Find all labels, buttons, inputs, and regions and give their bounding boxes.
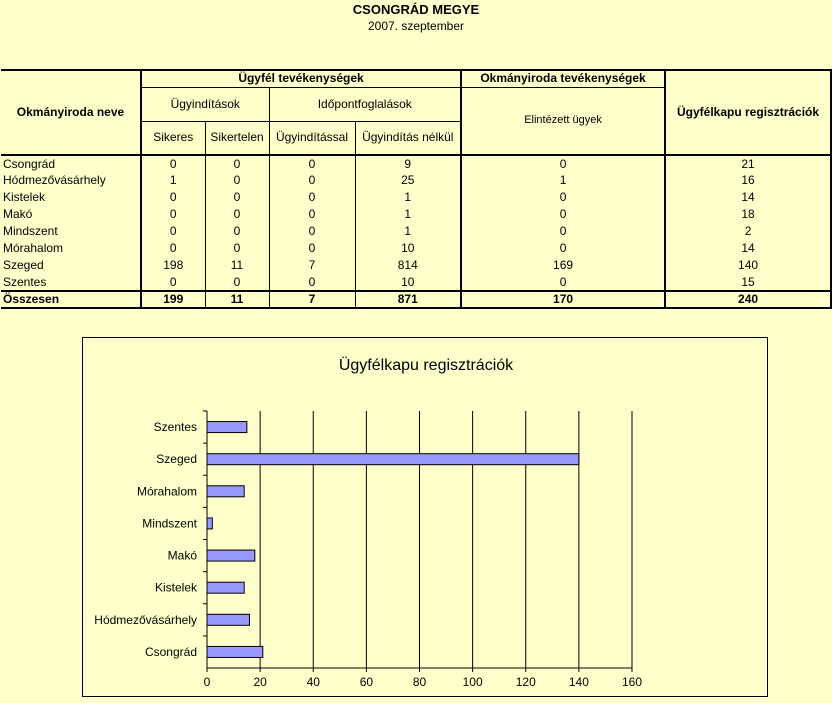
office-name-cell: Összesen xyxy=(1,291,141,308)
table-row xyxy=(1,274,831,291)
value-cell: 15 xyxy=(665,274,831,291)
value-cell: 0 xyxy=(269,155,355,172)
category-label: Mórahalom xyxy=(136,484,197,499)
value-cell: 814 xyxy=(355,257,461,274)
bar xyxy=(207,486,244,497)
value-cell: 1 xyxy=(461,172,665,189)
value-cell: 1 xyxy=(355,206,461,223)
table-row xyxy=(1,240,831,257)
table-row xyxy=(1,189,831,206)
value-cell: 198 xyxy=(141,257,205,274)
x-tick-label: 120 xyxy=(515,675,536,689)
value-cell: 0 xyxy=(269,172,355,189)
value-cell: 0 xyxy=(461,189,665,206)
bar xyxy=(207,422,247,433)
value-cell: 18 xyxy=(665,206,831,223)
success-header: Sikeres xyxy=(141,121,205,155)
value-cell: 0 xyxy=(141,223,205,240)
table-row xyxy=(1,155,831,172)
value-cell: 21 xyxy=(665,155,831,172)
fail-header: Sikertelen xyxy=(205,121,269,155)
x-tick-label: 20 xyxy=(253,675,267,689)
portal-registrations-header: Ügyfélkapu regisztrációk xyxy=(665,70,831,155)
x-tick-label: 160 xyxy=(621,675,643,689)
bar xyxy=(207,454,579,465)
value-cell: 871 xyxy=(355,291,461,308)
value-cell: 0 xyxy=(269,206,355,223)
bar xyxy=(207,550,255,561)
value-cell: 25 xyxy=(355,172,461,189)
value-cell: 0 xyxy=(269,240,355,257)
office-name-cell: Makó xyxy=(3,207,33,221)
office-name-cell: Hódmezővásárhely xyxy=(3,173,106,187)
value-cell: 0 xyxy=(205,274,269,291)
launches-header: Ügyindítások xyxy=(141,87,269,121)
value-cell: 7 xyxy=(269,291,355,308)
value-cell: 7 xyxy=(269,257,355,274)
value-cell: 0 xyxy=(461,240,665,257)
page-subtitle: 2007. szeptember xyxy=(367,19,465,33)
value-cell: 10 xyxy=(355,240,461,257)
value-cell: 240 xyxy=(665,291,831,308)
bar xyxy=(207,518,212,529)
chart-title: Ügyfélkapu regisztrációk xyxy=(338,357,514,374)
value-cell: 1 xyxy=(141,172,205,189)
value-cell: 199 xyxy=(141,291,205,308)
x-tick-label: 140 xyxy=(568,675,589,689)
x-tick-label: 0 xyxy=(203,675,211,689)
office-name-cell: Csongrád xyxy=(1,155,141,172)
client-activities-header: Ügyfél tevékenységek xyxy=(141,70,461,87)
value-cell: 0 xyxy=(141,155,205,172)
category-label: Makó xyxy=(167,548,197,563)
value-cell: 0 xyxy=(461,223,665,240)
value-cell: 0 xyxy=(269,223,355,240)
value-cell: 14 xyxy=(665,240,831,257)
stats-table xyxy=(1,69,832,309)
value-cell: 11 xyxy=(205,257,269,274)
table-total-row xyxy=(1,291,831,308)
value-cell: 170 xyxy=(461,291,665,308)
x-tick-label: 60 xyxy=(359,675,374,689)
table-row xyxy=(1,206,831,223)
x-tick-label: 40 xyxy=(306,675,320,689)
bookings-header: Időpontfoglalások xyxy=(269,87,461,121)
page-title: CSONGRÁD MEGYE xyxy=(352,2,480,17)
value-cell: 0 xyxy=(205,172,269,189)
x-tick-label: 80 xyxy=(412,675,427,689)
value-cell: 0 xyxy=(461,274,665,291)
table-row xyxy=(1,172,831,189)
value-cell: 140 xyxy=(665,257,831,274)
chart-area xyxy=(82,337,768,697)
value-cell: 0 xyxy=(205,223,269,240)
value-cell: 0 xyxy=(141,206,205,223)
value-cell: 1 xyxy=(355,223,461,240)
value-cell: 0 xyxy=(205,206,269,223)
bar xyxy=(207,614,250,625)
value-cell: 169 xyxy=(461,257,665,274)
office-activities-header: Okmányiroda tevékenységek xyxy=(461,70,665,87)
office-name-cell: Mórahalom xyxy=(3,241,64,255)
category-label: Mindszent xyxy=(142,516,197,531)
value-cell: 0 xyxy=(141,189,205,206)
completed-cases-header: Elintézett ügyek xyxy=(461,87,665,155)
category-label: Kistelek xyxy=(154,580,197,595)
office-name-cell: Szeged xyxy=(3,258,44,272)
value-cell: 14 xyxy=(665,189,831,206)
value-cell: 0 xyxy=(269,274,355,291)
value-cell: 0 xyxy=(205,240,269,257)
value-cell: 1 xyxy=(355,189,461,206)
value-cell: 0 xyxy=(461,155,665,172)
table-row xyxy=(1,257,831,274)
value-cell: 2 xyxy=(665,223,831,240)
value-cell: 0 xyxy=(461,206,665,223)
x-tick-label: 100 xyxy=(462,675,483,689)
bar-chart xyxy=(83,338,769,698)
category-label: Szentes xyxy=(153,420,197,435)
value-cell: 0 xyxy=(269,189,355,206)
table-row xyxy=(1,223,831,240)
office-name-cell: Mindszent xyxy=(3,224,58,238)
value-cell: 0 xyxy=(141,240,205,257)
category-label: Szeged xyxy=(156,452,197,467)
value-cell: 0 xyxy=(141,274,205,291)
value-cell: 11 xyxy=(205,291,269,308)
office-name-cell: Kistelek xyxy=(3,190,46,204)
value-cell: 0 xyxy=(205,189,269,206)
value-cell: 9 xyxy=(355,155,461,172)
office-name-cell: Szentes xyxy=(3,274,47,289)
with-launch-header: Ügyindítással xyxy=(269,121,355,155)
office-name-header: Okmányiroda neve xyxy=(1,70,141,155)
bar xyxy=(207,582,244,593)
value-cell: 0 xyxy=(205,155,269,172)
category-label: Csongrád xyxy=(144,644,197,659)
category-label: Hódmezővásárhely xyxy=(94,612,197,627)
value-cell: 10 xyxy=(355,274,461,291)
bar xyxy=(207,646,263,657)
value-cell: 16 xyxy=(665,172,831,189)
without-launch-header: Ügyindítás nélkül xyxy=(355,121,461,155)
